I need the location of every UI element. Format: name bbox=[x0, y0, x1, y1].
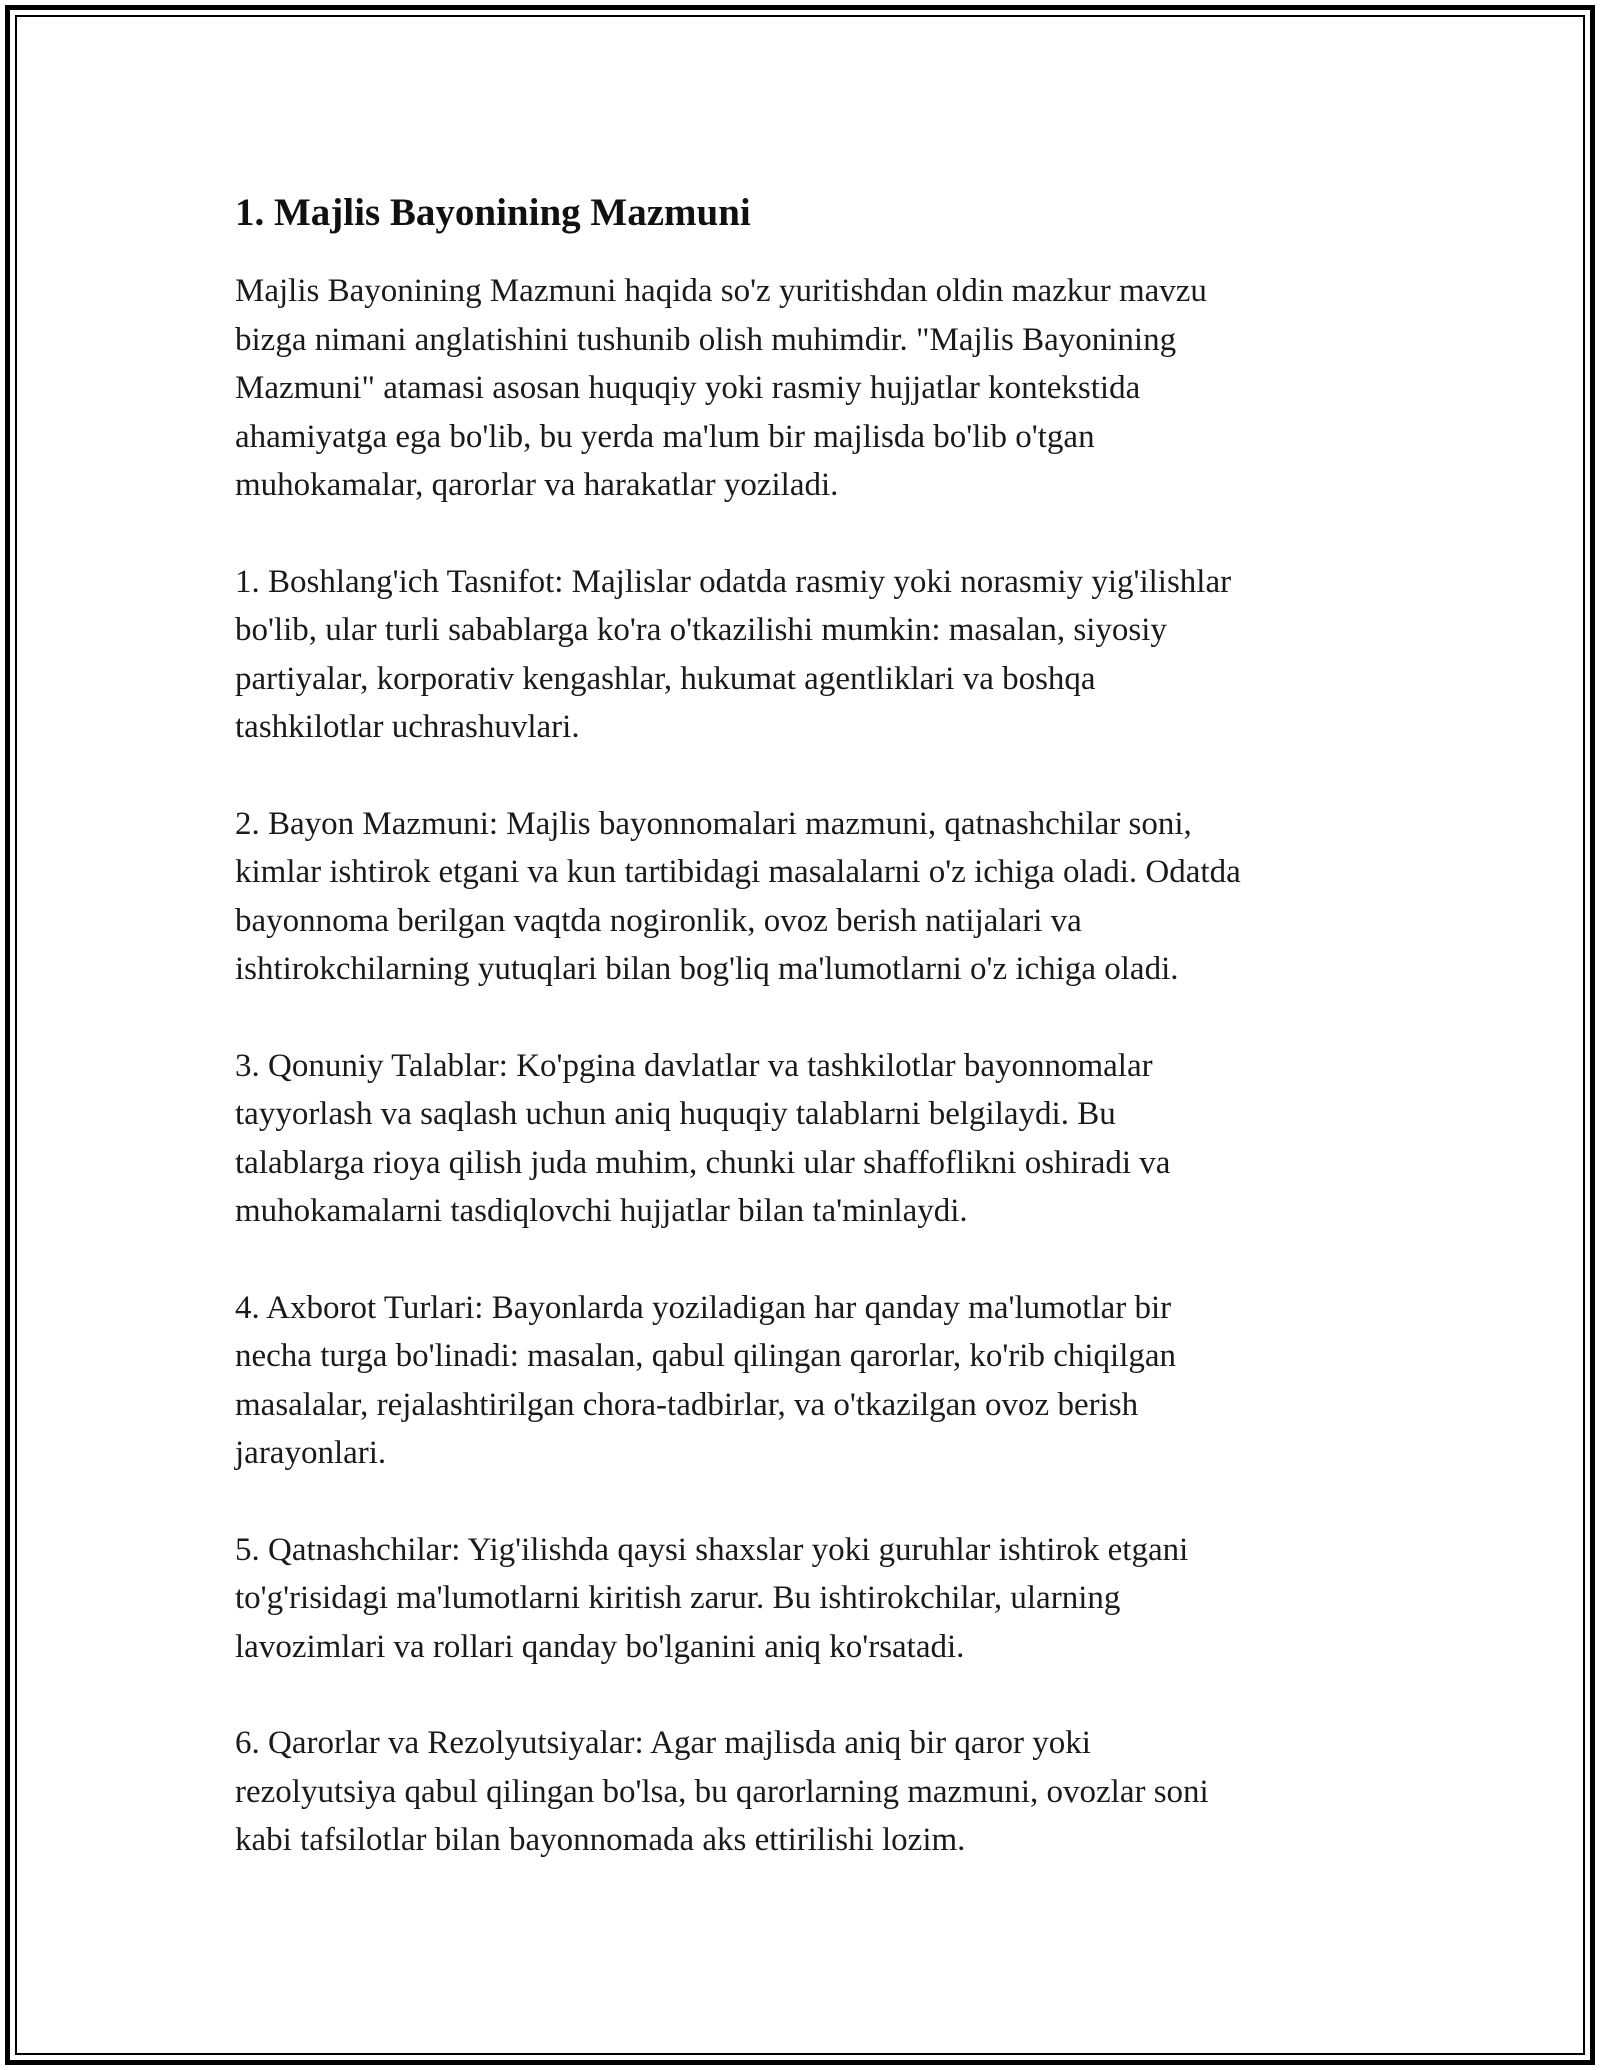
paragraph-item-5 bbox=[235, 1526, 1375, 1672]
paragraph-item-1 bbox=[235, 558, 1375, 752]
text-line: muhokamalar, qarorlar va harakatlar yoziladi. bbox=[235, 467, 839, 503]
text-line: 5. Qatnashchilar: Yig'ilishda qaysi shaxslar yoki guruhlar ishtirok etgani bbox=[235, 1531, 1189, 1568]
text-line: Mazmuni" atamasi asosan huquqiy yoki rasmiy hujjatlar kontekstida bbox=[235, 370, 1141, 406]
text-line: tashkilotlar uchrashuvlari. bbox=[235, 709, 580, 745]
paragraph-item-2 bbox=[235, 800, 1375, 994]
text-line: 4. Axborot Turlari: Bayonlarda yoziladigan har qanday ma'lumotlar bir bbox=[235, 1289, 1172, 1326]
text-line: tayyorlash va saqlash uchun aniq huquqiy talablarni belgilaydi. Bu bbox=[235, 1096, 1116, 1132]
text-line: rezolyutsiya qabul qilingan bo'lsa, bu qarorlarning mazmuni, ovozlar soni bbox=[235, 1773, 1209, 1810]
text-line: bayonnoma berilgan vaqtda nogironlik, ovoz berish natijalari va bbox=[235, 902, 1082, 939]
text-line: ahamiyatga ega bo'lib, bu yerda ma'lum bir majlisda bo'lib o'tgan bbox=[235, 418, 1095, 455]
page-title: 1. Majlis Bayonining Mazmuni bbox=[235, 191, 751, 234]
text-line: masalalar, rejalashtirilgan chora-tadbirlar, va o'tkazilgan ovoz berish bbox=[235, 1386, 1139, 1423]
text-line: muhokamalarni tasdiqlovchi hujjatlar bilan ta'minlaydi. bbox=[235, 1193, 968, 1229]
text-line: 2. Bayon Mazmuni: Majlis bayonnomalari mazmuni, qatnashchilar soni, bbox=[235, 805, 1192, 842]
text-line: kabi tafsilotlar bilan bayonnomada aks ettirilishi lozim. bbox=[235, 1822, 966, 1858]
text-line: necha turga bo'linadi: masalan, qabul qilingan qarorlar, ko'rib chiqilgan bbox=[235, 1338, 1177, 1374]
paragraph-item-4 bbox=[235, 1284, 1375, 1478]
text-line: 1. Boshlang'ich Tasnifot: Majlislar odatda rasmiy yoki norasmiy yig'ilishlar bbox=[235, 563, 1232, 600]
text-line: 3. Qonuniy Talablar: Ko'pgina davlatlar va tashkilotlar bayonnomalar bbox=[235, 1047, 1153, 1084]
text-line: bo'lib, ular turli sabablarga ko'ra o'tkazilishi mumkin: masalan, siyosiy bbox=[235, 612, 1167, 648]
text-line: kimlar ishtirok etgani va kun tartibidagi masalalarni o'z ichiga oladi. Odatda bbox=[235, 854, 1241, 890]
text-line: ishtirokchilarning yutuqlari bilan bog'liq ma'lumotlarni o'z ichiga oladi. bbox=[235, 951, 1179, 987]
paragraph-item-6 bbox=[235, 1719, 1375, 1865]
text-line: 6. Qarorlar va Rezolyutsiyalar: Agar majlisda aniq bir qaror yoki bbox=[235, 1725, 1091, 1761]
paragraph-item-3 bbox=[235, 1042, 1375, 1236]
text-line: Majlis Bayonining Mazmuni haqida so'z yuritishdan oldin mazkur mavzu bbox=[235, 273, 1207, 309]
text-line: talablarga rioya qilish juda muhim, chunki ular shaffoflikni oshiradi va bbox=[235, 1144, 1171, 1181]
paragraph-intro bbox=[235, 267, 1375, 510]
document-body bbox=[235, 185, 1375, 1913]
text-line: partiyalar, korporativ kengashlar, hukumat agentliklari va boshqa bbox=[235, 660, 1096, 697]
text-line: bizga nimani anglatishini tushunib olish muhimdir. "Majlis Bayonining bbox=[235, 321, 1177, 358]
text-line: to'g'risidagi ma'lumotlarni kiritish zarur. Bu ishtirokchilar, ularning bbox=[235, 1580, 1121, 1616]
text-line: jarayonlari. bbox=[235, 1435, 387, 1471]
text-line: lavozimlari va rollari qanday bo'lganini aniq ko'rsatadi. bbox=[235, 1628, 965, 1665]
